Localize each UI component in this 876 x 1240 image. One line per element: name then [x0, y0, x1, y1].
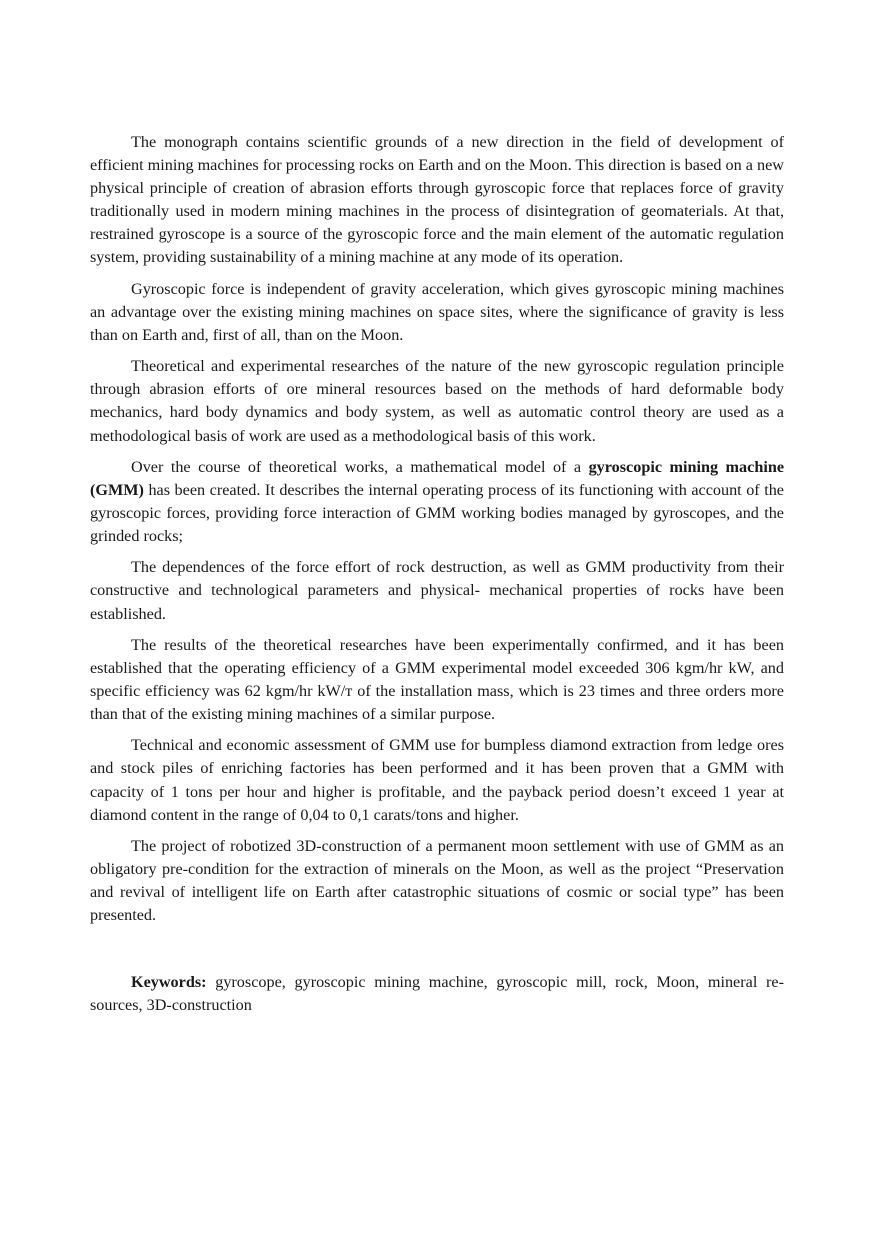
abstract-paragraph-8: The project of robotized 3D-construction of a permanent moon settlement with use of GMM as an obligatory pre-condition for the extraction of minerals on the Moon, as well as the project “Preservation and revival of intelligent life on Earth after catastrophic situations of cosmic or social type” has been presented. [90, 836, 784, 925]
abstract-paragraph-4 [90, 456, 784, 548]
keywords-label: Keywords: [131, 973, 207, 992]
keywords-list: gyroscope, gyroscopic mining machine, gyroscopic mill, rock, Moon, mineral resources, 3D-construction [90, 973, 784, 1015]
paragraph-4-rest: has been created. It describes the internal operating process of its functioning with account of the gyroscopic forces, providing force interaction of GMM working bodies managed by gyroscopes, and the grinded rocks; [90, 480, 784, 546]
abstract-paragraph-7: Technical and economic assessment of GMM use for bumpless diamond extraction from ledge ores and stock piles of enriching factories has been performed and it has been proven that a GMM with capacity of 1 tons per hour and higher is profitable, and the payback period doesn’t exceed 1 year at diamond content in the range of 0,04 to 0,1 carats/tons and higher. [90, 736, 784, 824]
abstract-paragraph-1: The monograph contains scientific grounds of a new direction in the field of development of efficient mining machines for processing rocks on Earth and on the Moon. This direction is based on a new physical principle of creation of abrasion efforts through gyroscopic force that replaces force of gravity traditionally used in modern mining machines in the process of disintegration of geomaterials. At that, restrained gyroscope is a source of the gyroscopic force and the main element of the automatic regulation system, providing sustainability of a mining machine at any mode of its operation. [90, 133, 784, 267]
abstract-paragraph-2: Gyroscopic force is independent of gravity acceleration, which gives gyroscopic mining machines an advantage over the existing mining machines on space sites, where the significance of gravity is less than on Earth and, first of all, than on the Moon. [90, 279, 784, 344]
paragraph-4-intro: Over the course of theoretical works, a mathematical model of a [131, 457, 589, 476]
abstract-paragraph-5: The dependences of the force effort of rock destruction, as well as GMM productivity from their constructive and technological parameters and physical- mechanical properties of rocks have been established. [90, 558, 784, 623]
abstract-paragraph-3: Theoretical and experimental researches of the nature of the new gyroscopic regulation principle through abrasion efforts of ore mineral resources based on the methods of hard deformable body mechanics, hard body dynamics and body system, as well as automatic control theory are used as a methodological basis of work are used as a methodological basis of this work. [90, 357, 784, 445]
keywords-paragraph [90, 971, 784, 1017]
abstract-body [90, 131, 784, 1026]
abstract-paragraph-6: The results of the theoretical researches have been experimentally confirmed, and it has been established that the operating efficiency of a GMM experimental model exceeded 306 kgm/hr kW, and specific efficiency was 62 kgm/hr kW/т of the installation mass, which is 23 times and three orders more than that of the existing mining machines of a similar purpose. [90, 635, 784, 724]
gmm-term: gyroscopic mining machine (GMM) [90, 457, 785, 499]
